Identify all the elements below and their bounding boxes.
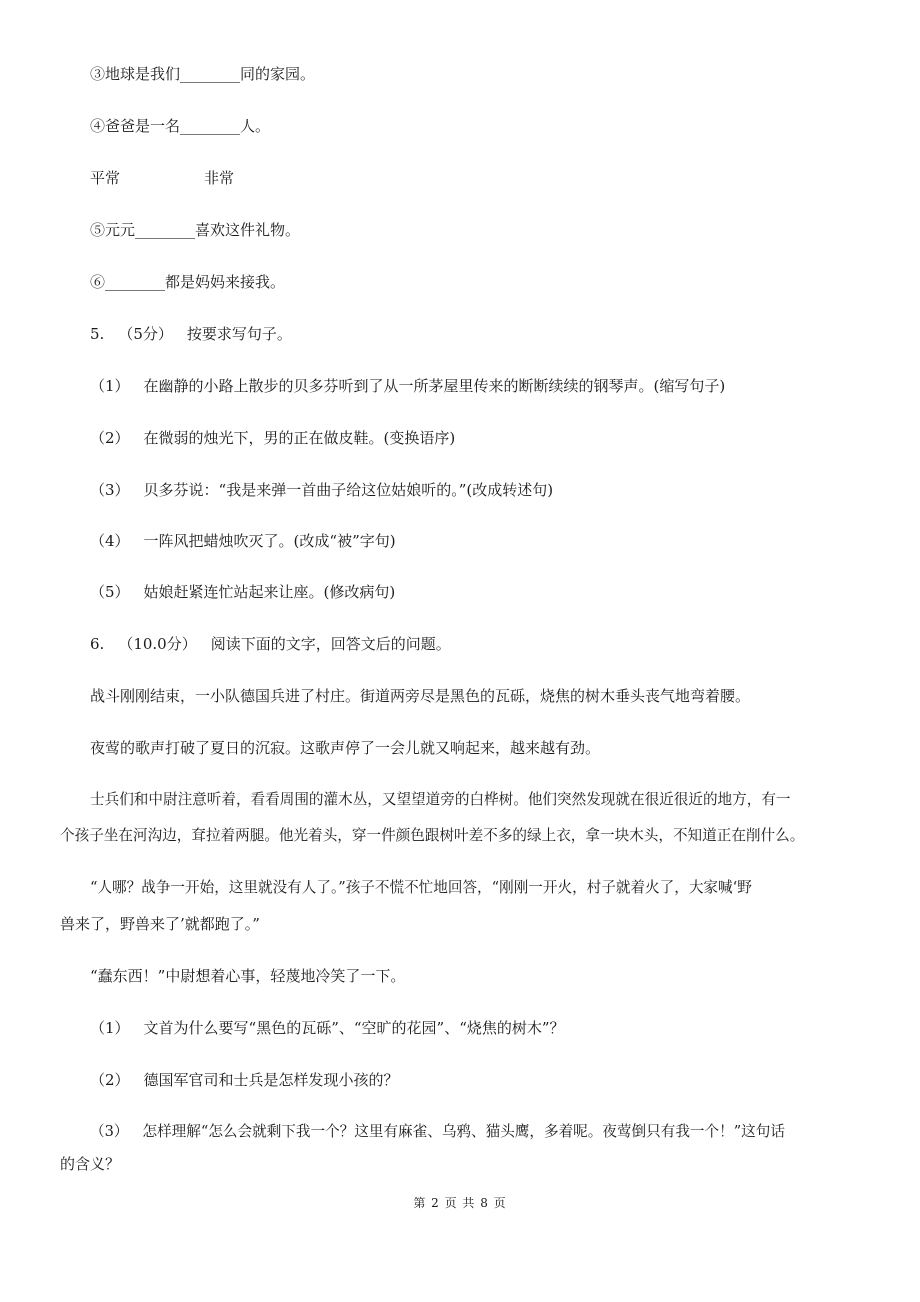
word-choice-2: 非常: [204, 169, 235, 187]
q6-sub-1-num: （1）: [90, 1019, 130, 1037]
q5-sub-5: [90, 582, 395, 602]
q6-sub-1-text: 文首为什么要写“黑色的瓦砾”、“空旷的花园”、“烧焦的树木”？: [143, 1019, 565, 1037]
page-footer: 第 2 页 共 8 页: [413, 1196, 507, 1210]
q5-sub-2-num: （2）: [90, 429, 130, 447]
q6-sub-2-num: （2）: [90, 1071, 130, 1089]
q6-sub-1: [90, 1018, 565, 1038]
q6-sub-2-text: 德国军官司和士兵是怎样发现小孩的？: [143, 1071, 399, 1089]
q5-prompt: 按要求写句子。: [186, 325, 292, 343]
q5-sub-3-num: （3）: [90, 481, 130, 499]
q5-sub-1: [90, 376, 725, 396]
passage-para-4-line-1: “人哪？战争一开始，这里就没有人了。”孩子不慌不忙地回答，“刚刚一开火，村子就着火了，大家喊‘野: [90, 879, 752, 896]
passage-para-3-line-2: 个孩子坐在河沟边，耷拉着两腿。他光着头，穿一件颜色跟树叶差不多的绿上衣，拿一块木头，不知道正在削什么。: [60, 827, 805, 844]
q5-score: （5分）: [118, 325, 173, 343]
q5-sub-2: [90, 428, 455, 448]
q5-sub-4: [90, 531, 396, 551]
q5-sub-4-text: 一阵风把蜡烛吹灭了。(改成“被”字句): [143, 532, 396, 550]
q5-sub-5-text: 姑娘赶紧连忙站起来让座。(修改病句): [143, 583, 396, 601]
passage-para-1: 战斗刚刚结束，一小队德国兵进了村庄。街道两旁尽是黑色的瓦砾，烧焦的树木垂头丧气地弯着腰。: [90, 687, 751, 705]
word-choice-1: 平常: [90, 169, 121, 187]
q6-number: 6.: [90, 635, 105, 653]
q6-sub-3-text: 怎样理解“怎么会就剩下我一个？这里有麻雀、乌鸦、猫头鹰，多着呢。夜莺倒只有我一个！”这句话: [142, 1123, 785, 1140]
q5-sub-5-num: （5）: [90, 583, 130, 601]
q5-sub-1-num: （1）: [90, 377, 130, 395]
passage-para-4-line-2: 兽来了，野兽来了’就都跑了。”: [60, 915, 260, 933]
q5-sub-2-text: 在微弱的烛光下，男的正在做皮鞋。(变换语序): [143, 429, 456, 447]
q6-sub-2: [90, 1070, 399, 1090]
q6-score: （10.0分）: [118, 635, 197, 653]
q6-sub-3: [90, 1122, 785, 1142]
q5-sub-3: [90, 480, 553, 500]
passage-para-5: “蠢东西！”中尉想着心事，轻蔑地冷笑了一下。: [90, 967, 406, 985]
q5-sub-3-text: 贝多芬说：“我是来弹一首曲子给这位姑娘听的。”(改成转述句): [143, 481, 554, 499]
q6-prompt: 阅读下面的文字，回答文后的问题。: [210, 635, 451, 653]
word-choice-row: [90, 168, 234, 188]
passage-para-2: 夜莺的歌声打破了夏日的沉寂。这歌声停了一会儿就又响起来，越来越有劲。: [90, 739, 601, 757]
q5-number: 5.: [90, 325, 105, 343]
q4-item-4: ④爸爸是一名________人。: [90, 117, 271, 135]
q4-item-3: ③地球是我们________同的家园。: [90, 65, 316, 83]
q6-sub-3-num: （3）: [90, 1123, 129, 1140]
q5-heading: [90, 324, 292, 344]
q4-item-5: ⑤元元________喜欢这件礼物。: [90, 221, 301, 239]
q6-heading: [90, 634, 451, 654]
q6-sub-3-continuation: 的含义？: [60, 1155, 121, 1173]
q4-item-6: ⑥________都是妈妈来接我。: [90, 273, 286, 291]
q5-sub-4-num: （4）: [90, 532, 130, 550]
q5-sub-1-text: 在幽静的小路上散步的贝多芬听到了从一所茅屋里传来的断断续续的钢琴声。(缩写句子): [143, 377, 726, 395]
passage-para-3-line-1: 士兵们和中尉注意听着，看看周围的灌木丛，又望望道旁的白桦树。他们突然发现就在很近很近的地方，有一: [90, 791, 791, 808]
